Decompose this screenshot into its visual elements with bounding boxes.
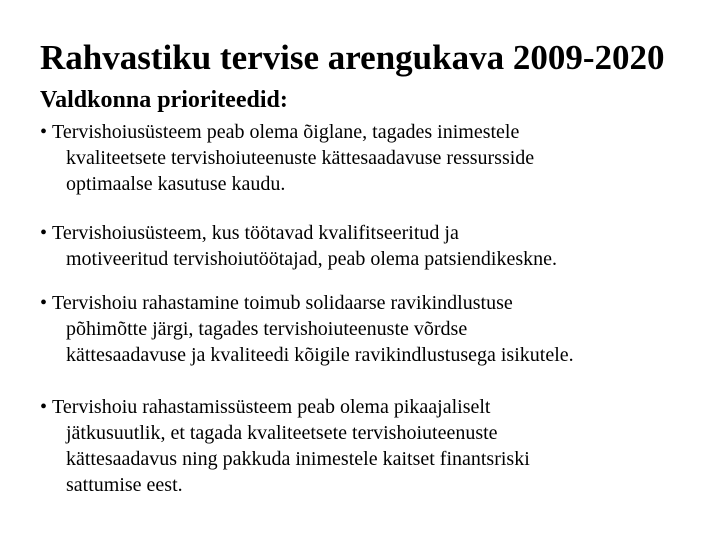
bullet-text: motiveeritud tervishoiutöötajad, peab olema patsiendikeskne. bbox=[66, 248, 557, 270]
bullet-mark: • bbox=[40, 121, 48, 143]
bullet-text: jätkusuutlik, et tagada kvaliteetsete tervishoiuteenuste bbox=[66, 422, 498, 444]
bullet-text: optimaalse kasutuse kaudu. bbox=[66, 173, 286, 195]
bullet-mark: • bbox=[40, 396, 48, 418]
bullet-item bbox=[40, 394, 700, 498]
bullet-text: Tervishoiu rahastamissüsteem peab olema pikaajaliselt bbox=[52, 396, 491, 418]
bullet-text: sattumise eest. bbox=[66, 474, 183, 496]
bullet-first-line bbox=[40, 119, 700, 145]
bullet-first-line bbox=[40, 290, 700, 316]
bullet-item bbox=[40, 220, 700, 272]
bullet-text: Tervishoiu rahastamine toimub solidaarse ravikindlustuse bbox=[52, 292, 513, 314]
bullet-text: kättesaadavus ning pakkuda inimestele kaitset finantsriski bbox=[66, 448, 530, 470]
bullet-first-line bbox=[40, 394, 700, 420]
slide-title: Rahvastiku tervise arengukava 2009-2020 bbox=[40, 38, 665, 77]
bullet-text: kvaliteetsete tervishoiuteenuste kättesaadavuse ressursside bbox=[66, 147, 535, 169]
slide-subtitle: Valdkonna prioriteedid: bbox=[40, 87, 288, 113]
bullet-mark: • bbox=[40, 222, 48, 244]
bullet-mark: • bbox=[40, 292, 48, 314]
bullet-first-line bbox=[40, 220, 700, 246]
bullet-item bbox=[40, 119, 700, 197]
bullet-text: põhimõtte järgi, tagades tervishoiuteenuste võrdse bbox=[66, 318, 468, 340]
bullet-item bbox=[40, 290, 700, 368]
bullet-text: Tervishoiusüsteem, kus töötavad kvalifitseeritud ja bbox=[52, 222, 459, 244]
bullet-text: kättesaadavuse ja kvaliteedi kõigile ravikindlustusega isikutele. bbox=[66, 344, 574, 366]
bullet-text: Tervishoiusüsteem peab olema õiglane, tagades inimestele bbox=[52, 121, 520, 143]
